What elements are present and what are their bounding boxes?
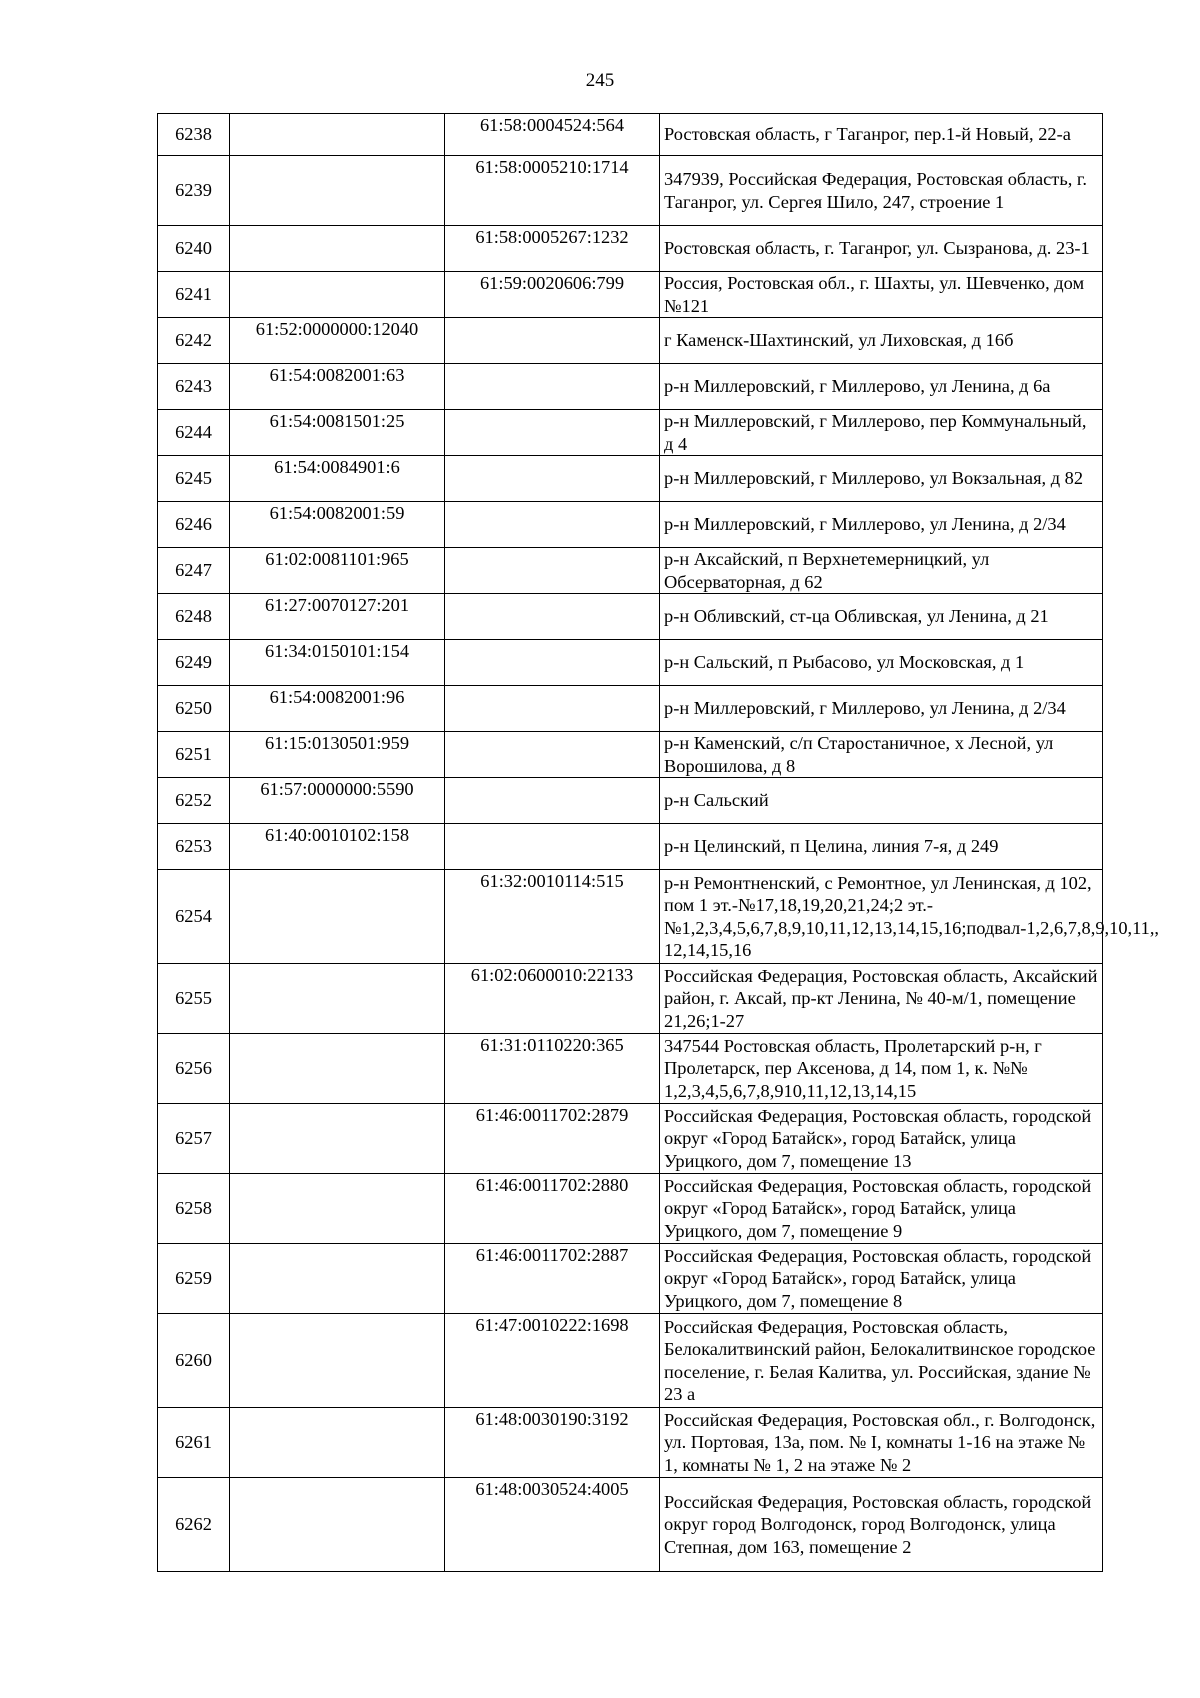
cadastral-number-object bbox=[445, 778, 660, 824]
row-number: 6240 bbox=[158, 226, 230, 272]
cadastral-number-object bbox=[445, 456, 660, 502]
row-number: 6257 bbox=[158, 1104, 230, 1174]
registry-table-body bbox=[158, 114, 1160, 1572]
cadastral-number-land: 61:40:0010102:158 bbox=[230, 824, 445, 870]
cadastral-number-object bbox=[445, 824, 660, 870]
row-number: 6259 bbox=[158, 1244, 230, 1314]
row-number: 6251 bbox=[158, 732, 230, 778]
cadastral-number-land: 61:57:0000000:5590 bbox=[230, 778, 445, 824]
cadastral-number-object bbox=[445, 594, 660, 640]
table-row bbox=[158, 870, 1103, 964]
table-row bbox=[158, 548, 1103, 594]
cadastral-number-object: 61:59:0020606:799 bbox=[445, 272, 660, 318]
address-cell: р-н Аксайский, п Верхнетемерницкий, ул Обсерваторная, д 62 bbox=[660, 548, 1103, 594]
row-number: 6253 bbox=[158, 824, 230, 870]
cadastral-number-object: 61:47:0010222:1698 bbox=[445, 1314, 660, 1408]
row-number: 6254 bbox=[158, 870, 230, 964]
page-number: 245 bbox=[585, 70, 615, 91]
row-number: 6246 bbox=[158, 502, 230, 548]
table-row bbox=[158, 364, 1103, 410]
address-cell: Российская Федерация, Ростовская область, городской округ «Город Батайск», город Батайск, улица Урицкого, дом 7, помещение 8 bbox=[660, 1244, 1103, 1314]
address-cell: р-н Обливский, ст-ца Обливская, ул Ленина, д 21 bbox=[660, 594, 1103, 640]
cadastral-number-land: 61:54:0082001:63 bbox=[230, 364, 445, 410]
table-row bbox=[158, 410, 1103, 456]
cadastral-number-land: 61:54:0082001:96 bbox=[230, 686, 445, 732]
row-number: 6239 bbox=[158, 156, 230, 226]
cadastral-number-land bbox=[230, 226, 445, 272]
cadastral-number-object: 61:31:0110220:365 bbox=[445, 1034, 660, 1104]
cadastral-number-land bbox=[230, 1478, 445, 1572]
table-row bbox=[158, 824, 1103, 870]
cadastral-number-object bbox=[445, 686, 660, 732]
address-cell: р-н Миллеровский, г Миллерово, ул Вокзальная, д 82 bbox=[660, 456, 1103, 502]
address-cell: г Каменск-Шахтинский, ул Лиховская, д 16б bbox=[660, 318, 1103, 364]
cadastral-number-land bbox=[230, 156, 445, 226]
address-cell: р-н Сальский bbox=[660, 778, 1103, 824]
cadastral-number-land: 61:54:0081501:25 bbox=[230, 410, 445, 456]
cadastral-number-land bbox=[230, 1104, 445, 1174]
row-number: 6241 bbox=[158, 272, 230, 318]
table-row bbox=[158, 1174, 1103, 1244]
row-number: 6261 bbox=[158, 1408, 230, 1478]
cadastral-number-object bbox=[445, 732, 660, 778]
cadastral-number-object: 61:46:0011702:2887 bbox=[445, 1244, 660, 1314]
cadastral-number-object bbox=[445, 502, 660, 548]
cadastral-number-object: 61:58:0005210:1714 bbox=[445, 156, 660, 226]
address-cell: Россия, Ростовская обл., г. Шахты, ул. Шевченко, дом №121 bbox=[660, 272, 1103, 318]
row-number: 6252 bbox=[158, 778, 230, 824]
row-number: 6258 bbox=[158, 1174, 230, 1244]
address-cell: р-н Целинский, п Целина, линия 7-я, д 249 bbox=[660, 824, 1103, 870]
table-row bbox=[158, 1244, 1103, 1314]
row-number: 6248 bbox=[158, 594, 230, 640]
cadastral-number-object: 61:46:0011702:2879 bbox=[445, 1104, 660, 1174]
cadastral-number-object bbox=[445, 318, 660, 364]
row-number: 6262 bbox=[158, 1478, 230, 1572]
cadastral-number-object bbox=[445, 410, 660, 456]
table-row bbox=[158, 272, 1103, 318]
row-number: 6249 bbox=[158, 640, 230, 686]
cadastral-number-land bbox=[230, 964, 445, 1034]
cadastral-number-land: 61:52:0000000:12040 bbox=[230, 318, 445, 364]
address-cell: р-н Ремонтненский, с Ремонтное, ул Ленинская, д 102, пом 1 эт.-№17,18,19,20,21,24;2 эт.-№1,2,3,4,5,6,7,8,9,10,11,12,13,14,15,16;подвал-1,2,6,7,8,9,10,11,, 12,14,15,16 bbox=[660, 870, 1103, 964]
row-number: 6255 bbox=[158, 964, 230, 1034]
address-cell: Российская Федерация, Ростовская область, Белокалитвинский район, Белокалитвинское городское поселение, г. Белая Калитва, ул. Российская, здание № 23 а bbox=[660, 1314, 1103, 1408]
address-cell: р-н Сальский, п Рыбасово, ул Московская, д 1 bbox=[660, 640, 1103, 686]
row-number: 6238 bbox=[158, 114, 230, 156]
row-number: 6243 bbox=[158, 364, 230, 410]
row-number: 6245 bbox=[158, 456, 230, 502]
cadastral-number-land: 61:54:0082001:59 bbox=[230, 502, 445, 548]
address-cell: 347939, Российская Федерация, Ростовская область, г. Таганрог, ул. Сергея Шило, 247, строение 1 bbox=[660, 156, 1103, 226]
cadastral-number-land: 61:27:0070127:201 bbox=[230, 594, 445, 640]
table-row bbox=[158, 1478, 1103, 1572]
table-row bbox=[158, 686, 1103, 732]
cadastral-number-land bbox=[230, 272, 445, 318]
address-cell: Российская Федерация, Ростовская область, городской округ «Город Батайск», город Батайск, улица Урицкого, дом 7, помещение 9 bbox=[660, 1174, 1103, 1244]
row-number: 6250 bbox=[158, 686, 230, 732]
address-cell: Российская Федерация, Ростовская область, городской округ «Город Батайск», город Батайск, улица Урицкого, дом 7, помещение 13 bbox=[660, 1104, 1103, 1174]
cadastral-number-land: 61:02:0081101:965 bbox=[230, 548, 445, 594]
cadastral-number-land bbox=[230, 1408, 445, 1478]
row-number: 6247 bbox=[158, 548, 230, 594]
cadastral-number-land bbox=[230, 1174, 445, 1244]
address-cell: р-н Миллеровский, г Миллерово, ул Ленина, д 2/34 bbox=[660, 686, 1103, 732]
cadastral-number-object: 61:58:0005267:1232 bbox=[445, 226, 660, 272]
cadastral-number-object: 61:02:0600010:22133 bbox=[445, 964, 660, 1034]
table-row bbox=[158, 732, 1103, 778]
table-row bbox=[158, 502, 1103, 548]
table-row bbox=[158, 964, 1103, 1034]
cadastral-number-land bbox=[230, 1034, 445, 1104]
table-row bbox=[158, 156, 1103, 226]
table-row bbox=[158, 778, 1103, 824]
address-cell: р-н Миллеровский, г Миллерово, пер Коммунальный, д 4 bbox=[660, 410, 1103, 456]
address-cell: р-н Миллеровский, г Миллерово, ул Ленина, д 6а bbox=[660, 364, 1103, 410]
table-row bbox=[158, 1034, 1103, 1104]
address-cell: р-н Миллеровский, г Миллерово, ул Ленина, д 2/34 bbox=[660, 502, 1103, 548]
cadastral-number-land bbox=[230, 114, 445, 156]
table-row bbox=[158, 114, 1103, 156]
address-cell: Ростовская область, г Таганрог, пер.1-й Новый, 22-а bbox=[660, 114, 1103, 156]
registry-table bbox=[157, 113, 1160, 1572]
cadastral-number-object: 61:46:0011702:2880 bbox=[445, 1174, 660, 1244]
row-number: 6256 bbox=[158, 1034, 230, 1104]
cadastral-number-object: 61:58:0004524:564 bbox=[445, 114, 660, 156]
table-row bbox=[158, 456, 1103, 502]
address-cell: Российская Федерация, Ростовская область, Аксайский район, г. Аксай, пр-кт Ленина, № 40-м/1, помещение 21,26;1-27 bbox=[660, 964, 1103, 1034]
address-cell: Российская Федерация, Ростовская обл., г. Волгодонск, ул. Портовая, 13а, пом. № I, комнаты 1-16 на этаже № 1, комнаты № 1, 2 на этаже № 2 bbox=[660, 1408, 1103, 1478]
cadastral-number-land bbox=[230, 870, 445, 964]
address-cell: Российская Федерация, Ростовская область, городской округ город Волгодонск, город Волгодонск, улица Степная, дом 163, помещение 2 bbox=[660, 1478, 1103, 1572]
row-number: 6244 bbox=[158, 410, 230, 456]
cadastral-number-object bbox=[445, 548, 660, 594]
cadastral-number-land bbox=[230, 1244, 445, 1314]
cadastral-number-land bbox=[230, 1314, 445, 1408]
row-number: 6242 bbox=[158, 318, 230, 364]
cadastral-number-object bbox=[445, 640, 660, 686]
cadastral-number-object bbox=[445, 364, 660, 410]
table-row bbox=[158, 1104, 1103, 1174]
cadastral-number-land: 61:34:0150101:154 bbox=[230, 640, 445, 686]
table-row bbox=[158, 1314, 1103, 1408]
cadastral-number-land: 61:15:0130501:959 bbox=[230, 732, 445, 778]
table-row bbox=[158, 640, 1103, 686]
address-cell: Ростовская область, г. Таганрог, ул. Сызранова, д. 23-1 bbox=[660, 226, 1103, 272]
address-cell: 347544 Ростовская область, Пролетарский р-н, г Пролетарск, пер Аксенова, д 14, пом 1, к. №№ 1,2,3,4,5,6,7,8,910,11,12,13,14,15 bbox=[660, 1034, 1103, 1104]
table-row bbox=[158, 1408, 1103, 1478]
cadastral-number-land: 61:54:0084901:6 bbox=[230, 456, 445, 502]
table-row bbox=[158, 226, 1103, 272]
cadastral-number-object: 61:32:0010114:515 bbox=[445, 870, 660, 964]
row-number: 6260 bbox=[158, 1314, 230, 1408]
address-cell: р-н Каменский, с/п Старостаничное, х Лесной, ул Ворошилова, д 8 bbox=[660, 732, 1103, 778]
table-row bbox=[158, 318, 1103, 364]
cadastral-number-object: 61:48:0030524:4005 bbox=[445, 1478, 660, 1572]
table-row bbox=[158, 594, 1103, 640]
cadastral-number-object: 61:48:0030190:3192 bbox=[445, 1408, 660, 1478]
